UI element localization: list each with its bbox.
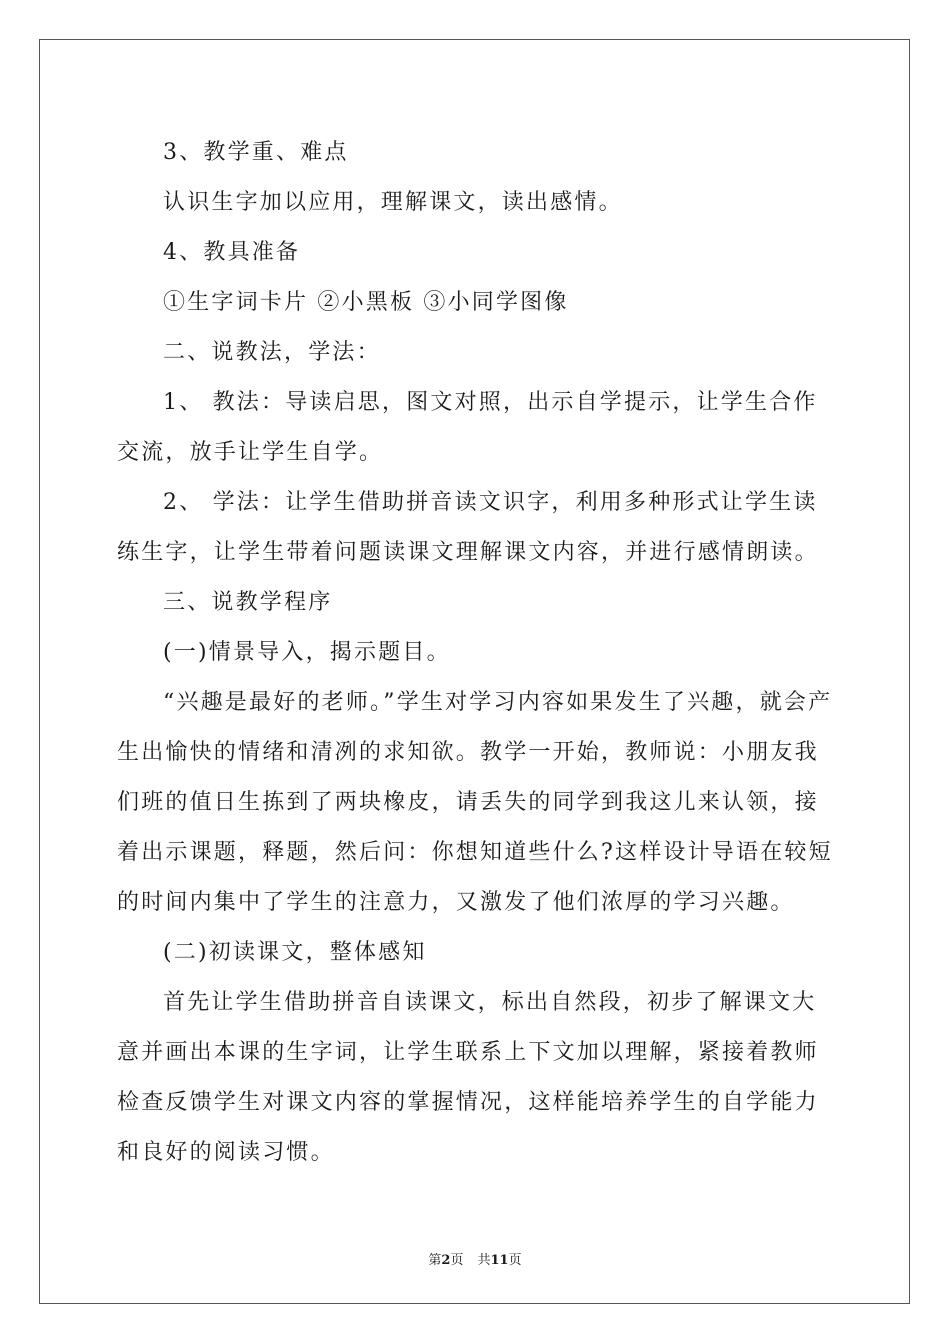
paragraph-first-reading: 首先让学生借助拼音自读课文，标出自然段，初步了解课文大意并画出本课的生字词，让学生联系上下文加以理解，紧接着教师检查反馈学生对课文内容的掌握情况，这样能培养学生的自学能力和良好的阅读习惯。 (117, 990, 819, 1165)
paragraph-teaching-aids: ①生字词卡片 ②小黑板 ③小同学图像 (163, 290, 569, 315)
document-body (117, 128, 833, 1178)
footer-prefix: 第 (428, 1253, 442, 1268)
heading-teaching-aids: 4、教具准备 (163, 240, 301, 265)
footer-total-prefix: 共 (477, 1253, 491, 1268)
paragraph-key-points: 认识生字加以应用，理解课文，读出感情。 (163, 190, 623, 215)
footer-total-pages: 11 (490, 1253, 509, 1268)
footer-page-suffix: 页 (450, 1253, 464, 1268)
paragraph-teaching-method: 1、 教法：导读启思，图文对照，出示自学提示，让学生合作交流，放手让学生自学。 (117, 390, 818, 465)
heading-key-points: 3、教学重、难点 (163, 140, 349, 165)
heading-methods: 二、说教法，学法： (163, 340, 381, 365)
subheading-first-reading: (二)初读课文，整体感知 (163, 940, 427, 965)
paragraph-learning-method: 2、 学法：让学生借助拼音读文识字，利用多种形式让学生读练生字，让学生带着问题读课文理解课文内容，并进行感情朗读。 (117, 490, 819, 565)
page-footer (0, 1249, 950, 1268)
paragraph-introduction: “兴趣是最好的老师。”学生对学习内容如果发生了兴趣，就会产生出愉快的情绪和清冽的求知欲。教学一开始，教师说：小朋友我们班的值日生拣到了两块橡皮，请丢失的同学到我这儿来认领，接着出示课题，释题，然后问：你想知道些什么?这样设计导语在较短的时间内集中了学生的注意力，又激发了他们浓厚的学习兴趣。 (117, 690, 833, 915)
footer-total-suffix: 页 (508, 1253, 522, 1268)
heading-procedure: 三、说教学程序 (163, 590, 333, 615)
subheading-introduction: (一)情景导入，揭示题目。 (163, 640, 451, 665)
footer-page-number: 2 (441, 1253, 451, 1268)
